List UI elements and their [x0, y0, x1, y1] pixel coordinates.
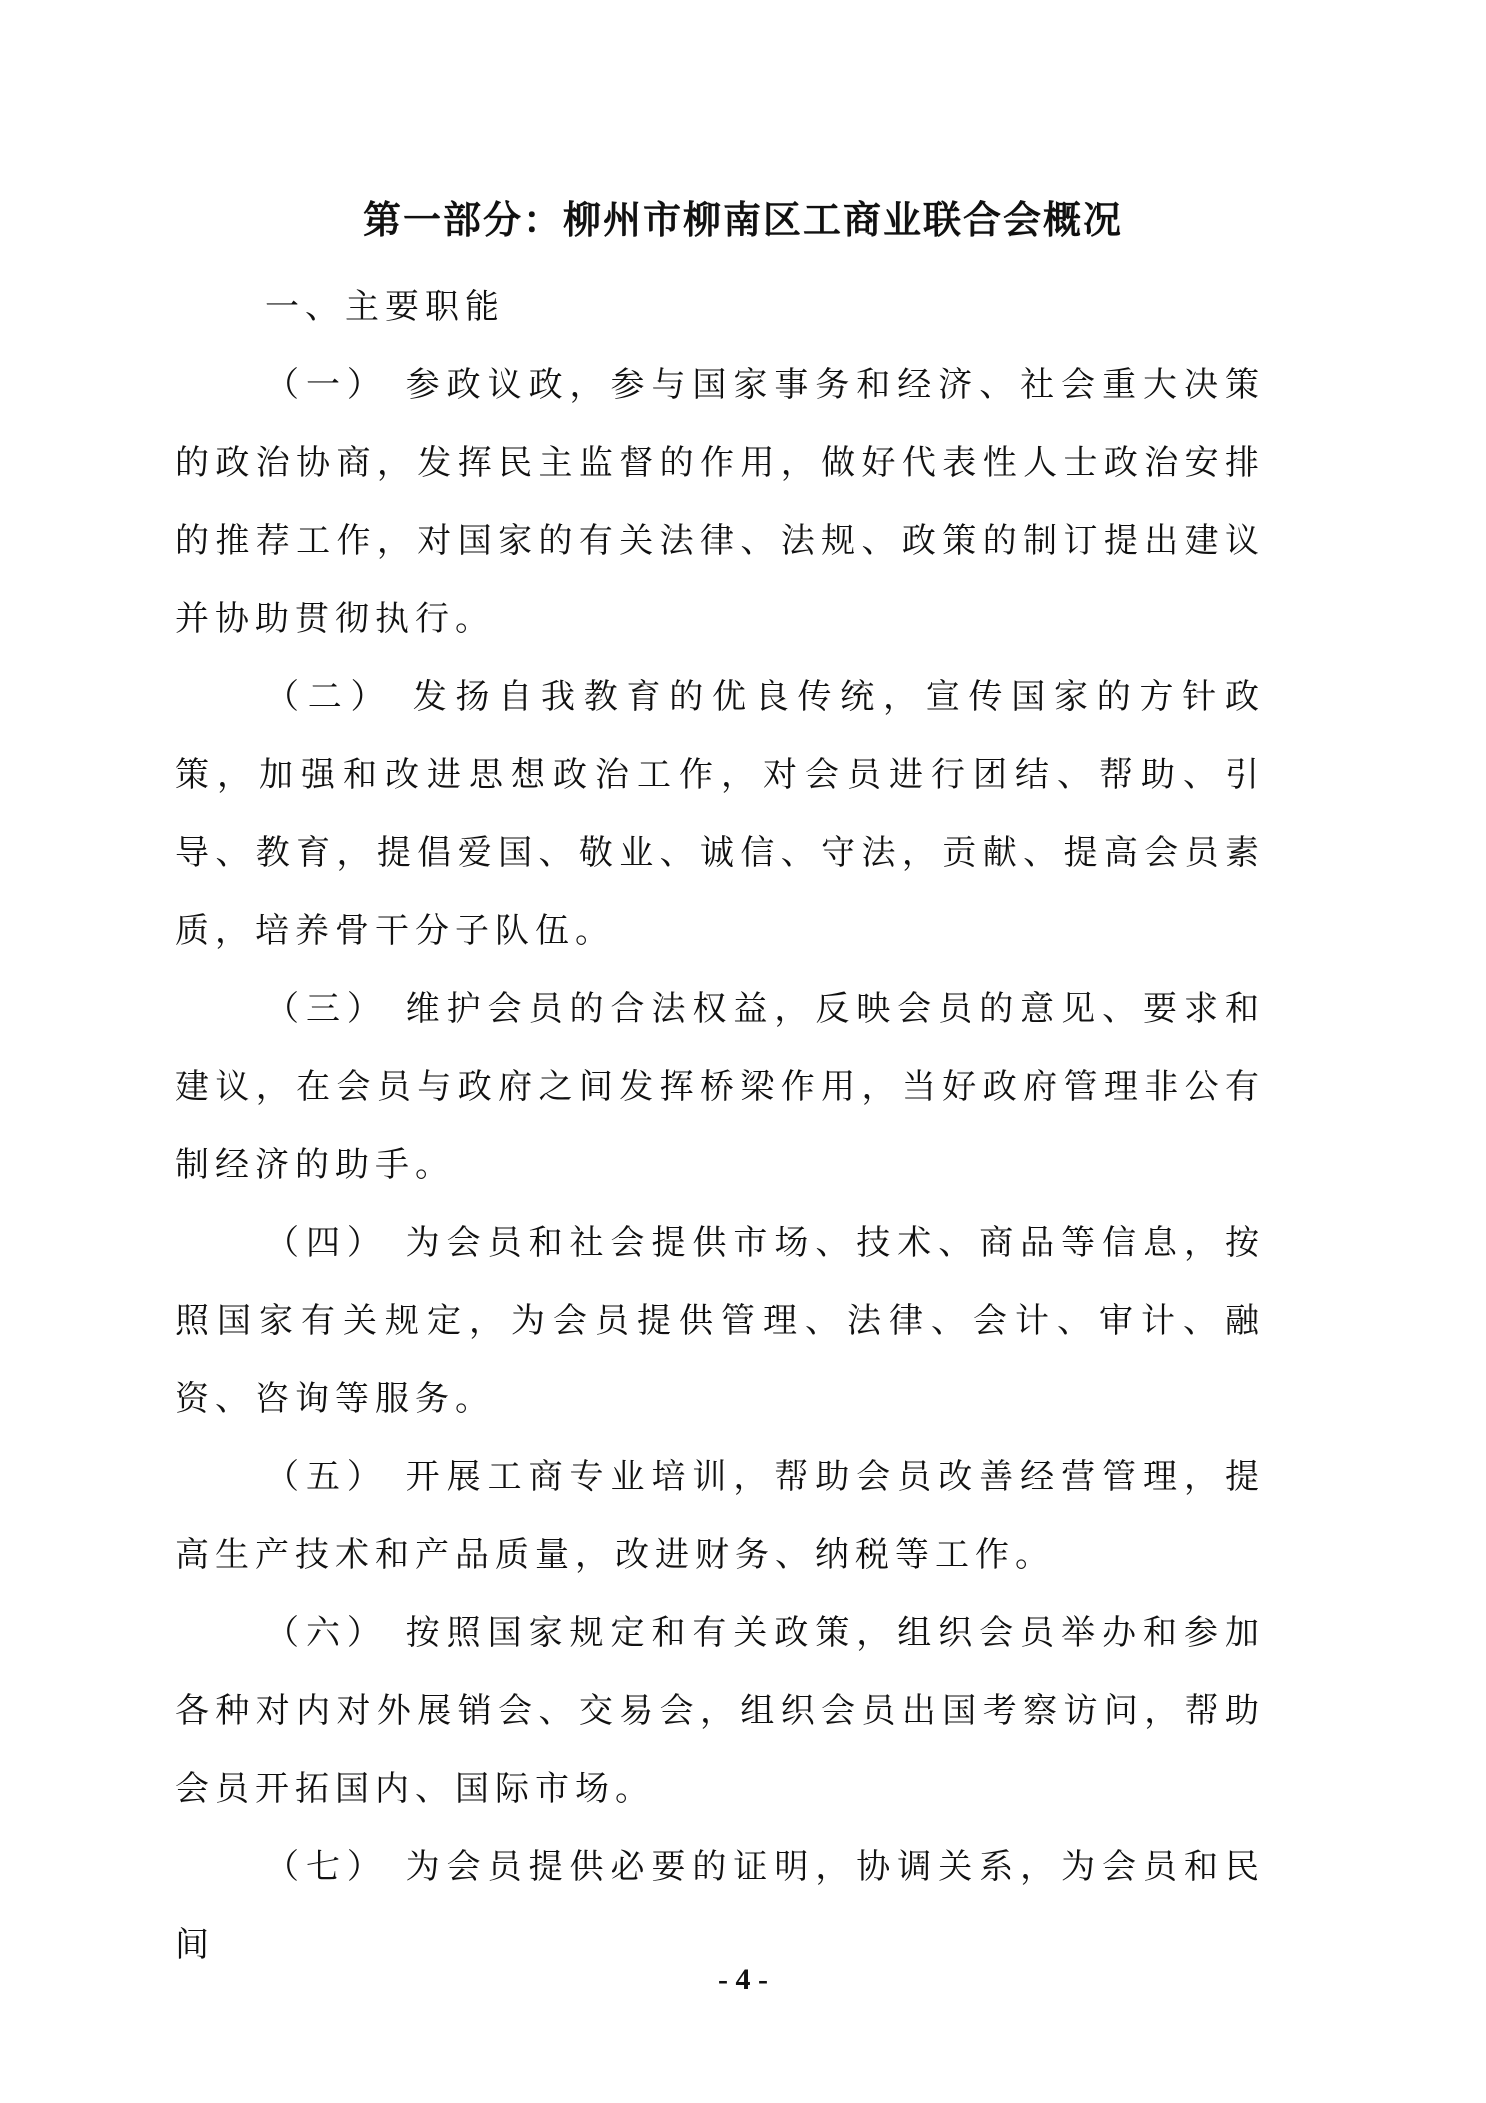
paragraph-7: （七） 为会员提供必要的证明，协调关系，为会员和民间 [175, 1847, 1265, 1965]
paragraph-5: （五） 开展工商专业培训，帮助会员改善经营管理，提高生产技术和产品质量，改进财务、纳税等工作。 [175, 1457, 1265, 1575]
paragraph-6: （六） 按照国家规定和有关政策，组织会员举办和参加各种对内对外展销会、交易会，组织会员出国考察访问，帮助会员开拓国内、国际市场。 [175, 1613, 1265, 1809]
paragraph-4: （四） 为会员和社会提供市场、技术、商品等信息，按照国家有关规定，为会员提供管理、法律、会计、审计、融资、咨询等服务。 [175, 1223, 1265, 1419]
paragraph-1: （一） 参政议政，参与国家事务和经济、社会重大决策的政治协商，发挥民主监督的作用，做好代表性人士政治安排的推荐工作，对国家的有关法律、法规、政策的制订提出建议并协助贯彻执行。 [175, 365, 1265, 639]
document-title: 第一部分：柳州市柳南区工商业联合会概况 [362, 198, 1123, 242]
page-number: - 4 - [718, 1963, 768, 1996]
paragraph-3: （三） 维护会员的合法权益，反映会员的意见、要求和建议，在会员与政府之间发挥桥梁作用，当好政府管理非公有制经济的助手。 [175, 989, 1265, 1185]
section-heading: 一、主要职能 [265, 287, 505, 327]
document-body [175, 268, 1265, 1984]
paragraph-2: （二） 发扬自我教育的优良传统，宣传国家的方针政策，加强和改进思想政治工作，对会员进行团结、帮助、引导、教育，提倡爱国、敬业、诚信、守法，贡献、提高会员素质，培养骨干分子队伍。 [175, 677, 1265, 951]
